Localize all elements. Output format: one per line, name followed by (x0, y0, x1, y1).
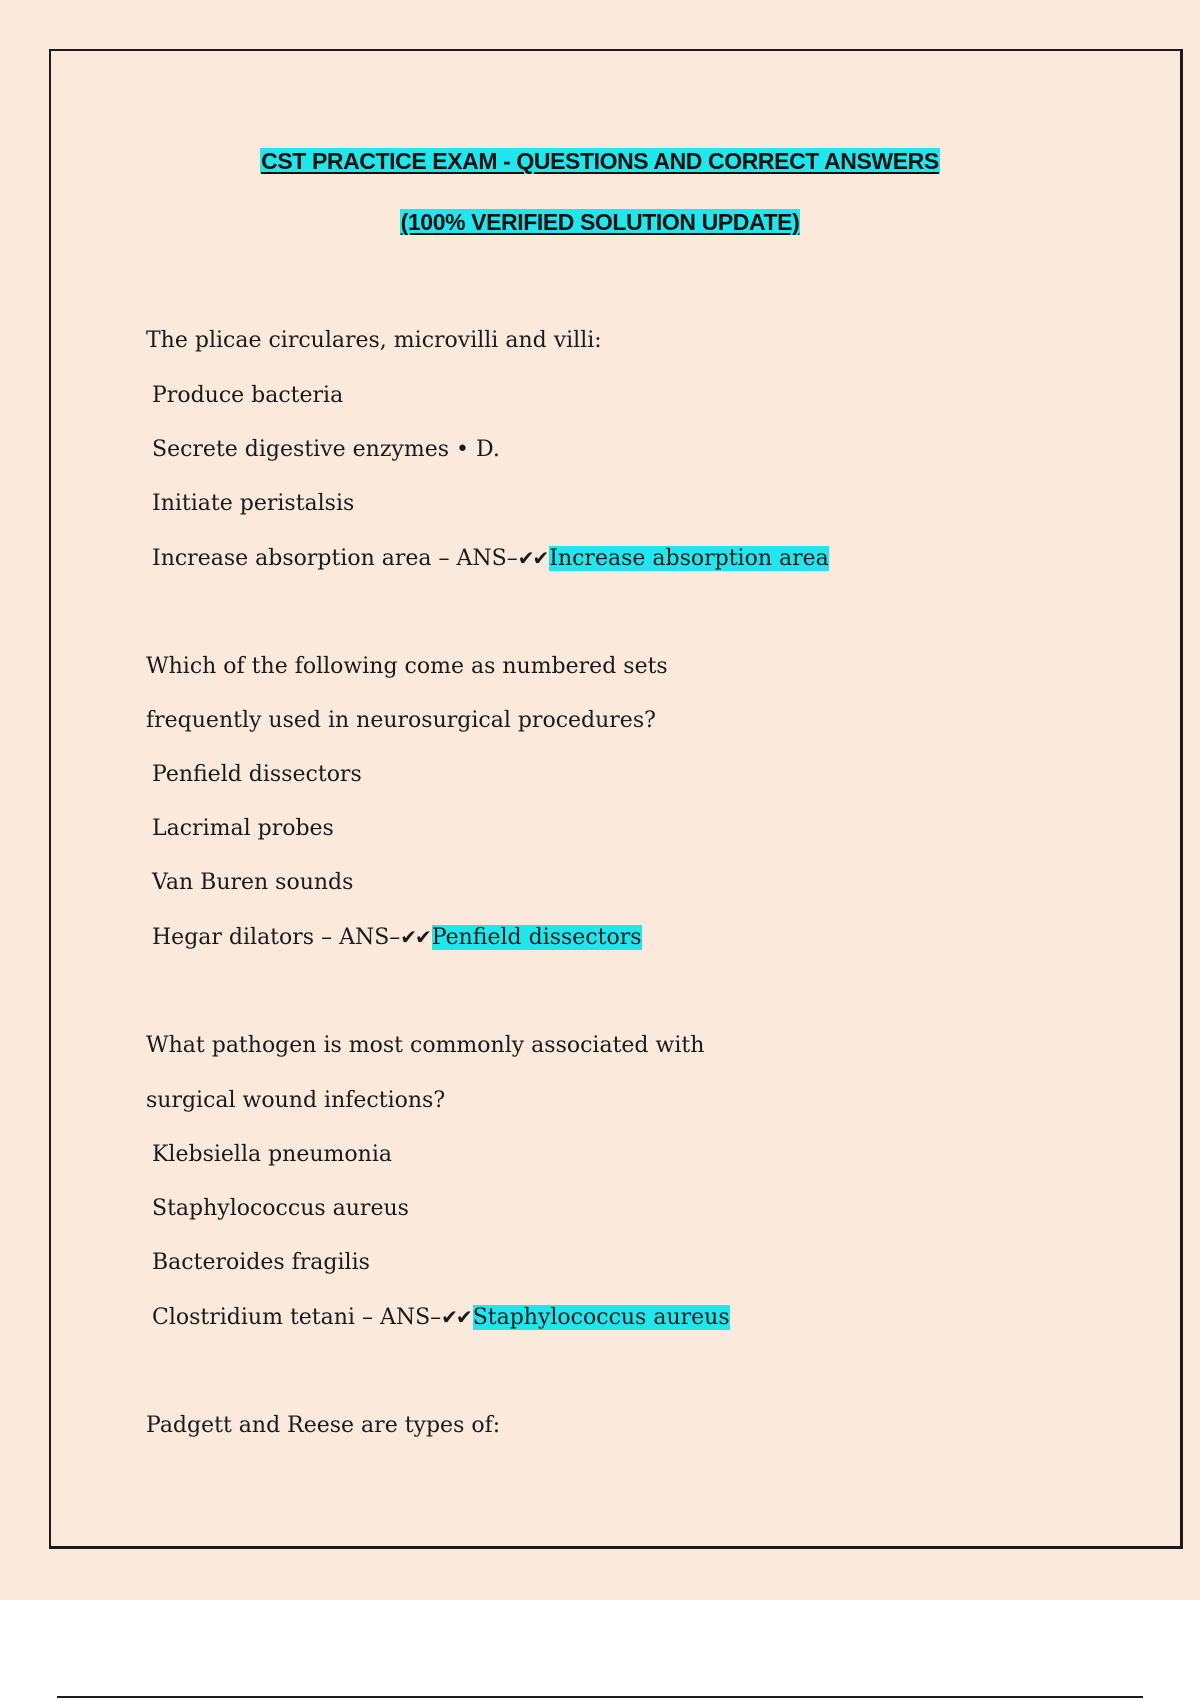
document-title-text: CST PRACTICE EXAM - QUESTIONS AND CORRECT ANSWERS (261, 148, 939, 174)
question-4-stem: Padgett and Reese are types of: (146, 1413, 501, 1438)
document-subtitle-text: (100% VERIFIED SOLUTION UPDATE) (400, 209, 800, 235)
question-3-stem-line-2: surgical wound infections? (146, 1088, 446, 1113)
question-1-option-d: Increase absorption area (152, 546, 432, 571)
checkmark-icon: ✔✔ (400, 925, 430, 949)
question-1-stem: The plicae circulares, microvilli and villi: (146, 328, 602, 353)
question-3-option-b: Staphylococcus aureus (152, 1196, 409, 1221)
question-2-stem-line-1: Which of the following come as numbered sets (146, 654, 668, 679)
question-3-stem-line-1: What pathogen is most commonly associated with (146, 1033, 705, 1058)
question-3-correct-answer: Staphylococcus aureus (472, 1305, 730, 1330)
question-2-correct-answer: Penfield dissectors (431, 925, 642, 950)
question-2-answer-line (152, 923, 642, 952)
question-1-answer-line (152, 544, 829, 573)
question-1-correct-answer: Increase absorption area (549, 546, 829, 571)
question-3-option-d: Clostridium tetani (152, 1305, 355, 1330)
question-2-option-a: Penfield dissectors (152, 762, 362, 787)
question-3-answer-line (152, 1303, 730, 1332)
footer-divider (57, 1696, 1143, 1698)
checkmark-icon: ✔✔ (441, 1305, 471, 1329)
answer-prefix: – ANS– (431, 546, 518, 571)
question-1-option-b: Secrete digestive enzymes • D. (152, 437, 500, 462)
question-3-option-c: Bacteroides fragilis (152, 1250, 370, 1275)
question-1-option-a: Produce bacteria (152, 383, 344, 408)
question-2-option-d: Hegar dilators (152, 925, 315, 950)
question-3-option-a: Klebsiella pneumonia (152, 1142, 392, 1167)
question-1-option-c: Initiate peristalsis (152, 491, 355, 516)
checkmark-icon: ✔✔ (517, 546, 548, 570)
answer-prefix: – ANS– (354, 1305, 442, 1330)
document-subtitle (0, 209, 1200, 236)
question-2-option-c: Van Buren sounds (152, 870, 354, 895)
question-2-stem-line-2: frequently used in neurosurgical procedures? (146, 708, 656, 733)
answer-prefix: – ANS– (314, 925, 401, 950)
question-2-option-b: Lacrimal probes (152, 816, 334, 841)
document-title (0, 148, 1200, 175)
